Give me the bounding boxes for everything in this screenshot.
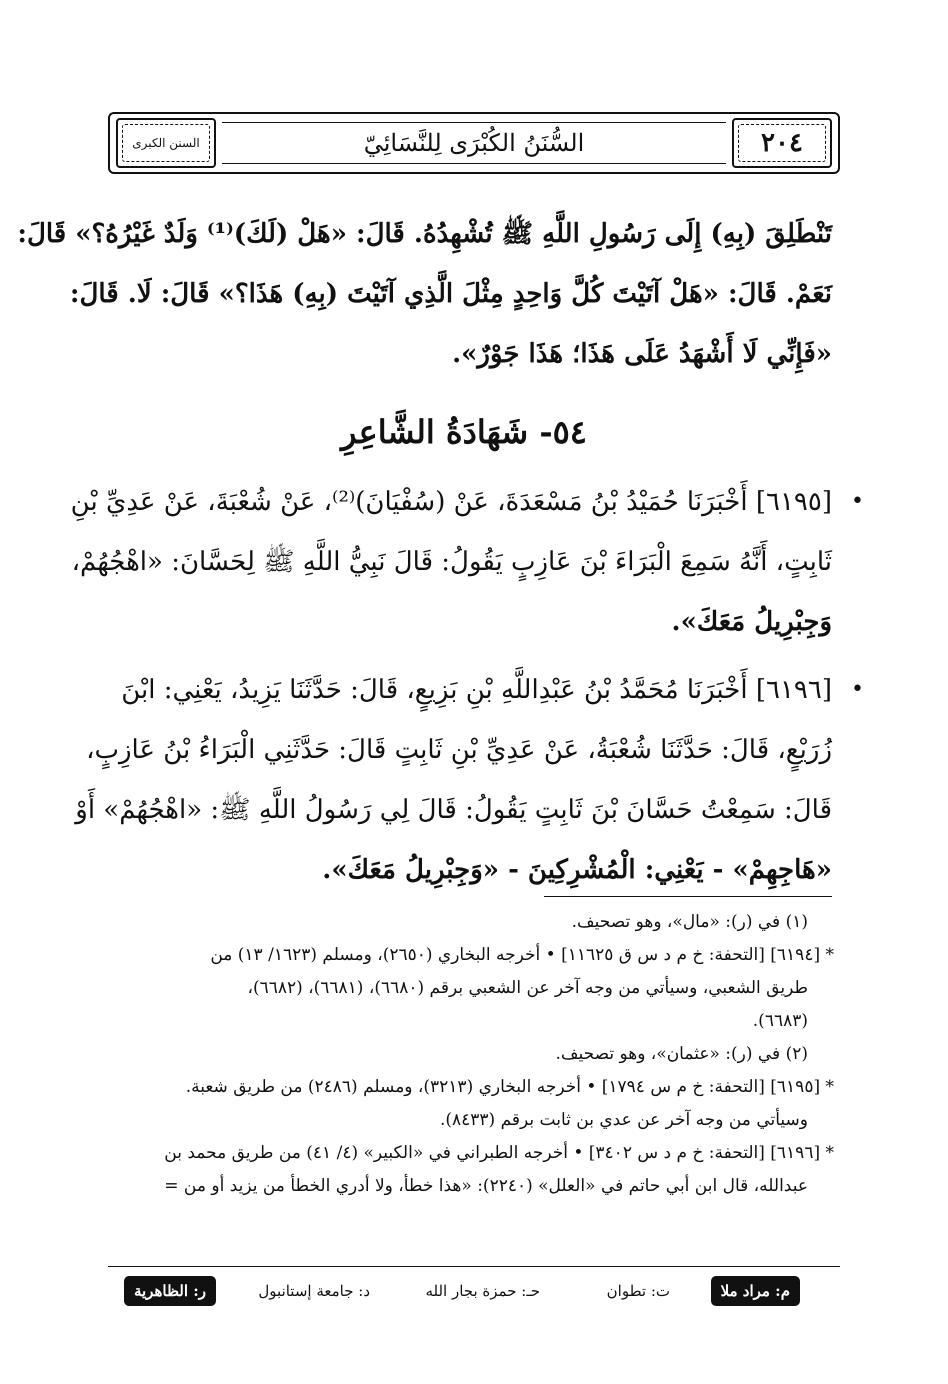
text-line: «فَإِنِّي لَا أَشْهَدُ عَلَى هَذَا؛ هَذَا جَوْرٌ». [452, 339, 832, 369]
footnote-line: (٦٦٨٣). [752, 1011, 808, 1031]
page-header [108, 112, 840, 174]
text-line: وَجِبْرِيلُ مَعَكَ». [671, 607, 832, 637]
hadith-6195 [70, 472, 864, 652]
series-logo: السنن الكبرى [132, 135, 200, 150]
text-line: ثَابِتٍ، أَنَّهُ سَمِعَ الْبَرَاءَ بْنَ عَازِبٍ يَقُولُ: قَالَ نَبِيُّ اللَّهِ ﷺ لِحَسَّانَ: «اهْجُهُمْ، [71, 547, 832, 577]
footnote-line: (١) في (ر): «مال»، وهو تصحيف. [571, 912, 808, 932]
text-line: «هَاجِهِمْ» - يَعْنِي: الْمُشْرِكِينَ - «وَجِبْرِيلُ مَعَكَ». [322, 855, 832, 885]
bullet-icon: • [851, 489, 864, 514]
text-line: [٦١٩٥] أَخْبَرَنَا حُمَيْدُ بْنُ مَسْعَدَةَ، عَنْ (سُفْيَانَ)⁽²⁾، عَنْ شُعْبَةَ، عَنْ عَدِيِّ بْنِ [70, 487, 832, 517]
manuscript-h: حـ: حمزة بجار الله [425, 1282, 540, 1300]
text-line: قَالَ: سَمِعْتُ حَسَّانَ بْنَ ثَابِتٍ يَقُولُ: قَالَ لِي رَسُولُ اللَّهِ ﷺ: «اهْجُهُمْ» أَوْ [75, 795, 832, 825]
text-line: نَعَمْ. قَالَ: «هَلْ آتَيْتَ كُلَّ وَاحِدٍ مِثْلَ الَّذِي آتَيْتَ (بِهِ) هَذَا؟» قَالَ: لَا. قَالَ: [69, 279, 832, 309]
text-line: تَنْطَلِقَ (بِهِ) إِلَى رَسُولِ اللَّهِ ﷺ تُشْهِدُهُ. قَالَ: «هَلْ (لَكَ)⁽¹⁾ وَلَدٌ غَيْرُهُ؟» قَالَ: [17, 219, 832, 249]
footnote-line: (٢) في (ر): «عثمان»، وهو تصحيف. [555, 1044, 808, 1064]
hadith-6196 [75, 660, 864, 900]
manuscript-d: د: جامعة إستانبول [258, 1282, 370, 1300]
manuscript-t: ت: تطوان [606, 1282, 670, 1300]
manuscript-r: ر: الظاهرية [124, 1276, 216, 1306]
footer-rule [108, 1266, 840, 1267]
page-number: ٢٠٤ [761, 128, 803, 158]
manuscript-m: م: مراد ملا [711, 1276, 800, 1306]
manuscript-key [108, 1276, 840, 1308]
section-heading: ٥٤- شَهَادَةُ الشَّاعِرِ [341, 413, 587, 451]
footnote-separator [544, 896, 832, 897]
footnote-line: طريق الشعبي، وسيأتي من وجه آخر عن الشعبي برقم (٦٦٨٠)، (٦٦٨١)، (٦٦٨٢)، [247, 978, 808, 998]
footnote-line: * [٦١٩٥] [التحفة: خ م س ١٧٩٤] • أخرجه البخاري (٣٢١٣)، ومسلم (٢٤٨٦) من طريق شعبة. [185, 1077, 834, 1097]
footnotes [92, 906, 834, 1203]
footnote-line: وسيأتي من وجه آخر عن عدي بن ثابت برقم (٨٤٣٣). [439, 1110, 808, 1130]
main-text [17, 204, 864, 900]
text-line: زُرَيْعٍ، قَالَ: حَدَّثَنَا شُعْبَةُ، عَنْ عَدِيِّ بْنِ ثَابِتٍ قَالَ: حَدَّثَنِي الْبَرَاءُ بْنُ عَازِبٍ، [86, 735, 832, 765]
footnote-line: * [٦١٩٤] [التحفة: خ م د س ق ١١٦٢٥] • أخرجه البخاري (٢٦٥٠)، ومسلم (١٦٢٣/ ١٣) من [210, 945, 834, 965]
footnote-line: عبدالله، قال ابن أبي حاتم في «العلل» (٢٢٤٠): «هذا خطأ، ولا أدري الخطأ من يزيد أو من = [164, 1176, 808, 1196]
text-line: [٦١٩٦] أَخْبَرَنَا مُحَمَّدُ بْنُ عَبْدِاللَّهِ بْنِ بَزِيعٍ، قَالَ: حَدَّثَنَا يَزِيدُ، يَعْنِي: ابْنَ [121, 675, 832, 705]
running-title: السُّنَنُ الكُبْرَى لِلنَّسَائِيّ [363, 129, 585, 157]
bullet-icon: • [851, 677, 864, 702]
footnote-line: * [٦١٩٦] [التحفة: خ م د س ٣٤٠٢] • أخرجه الطبراني في «الكبير» (٤/ ٤١) من طريق محمد بن [164, 1143, 834, 1163]
